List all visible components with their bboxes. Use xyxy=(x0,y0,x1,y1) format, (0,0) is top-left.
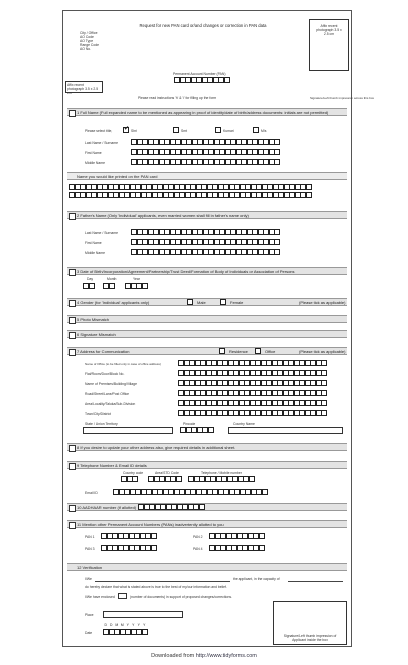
applicant-signature-box[interactable] xyxy=(273,601,347,645)
dob-day-input[interactable] xyxy=(83,283,94,289)
dob-month-input[interactable] xyxy=(103,283,114,289)
title-smt-checkbox[interactable] xyxy=(173,127,179,133)
date-format-letter: Y xyxy=(137,623,140,627)
pan3-label: PAN 3 xyxy=(85,547,95,551)
section-12-verification: 12 Verification xyxy=(67,563,347,571)
verify-i-label: I/We xyxy=(85,577,92,581)
grid-cell[interactable] xyxy=(109,283,115,289)
addr-road-label: Road/Street/Lane/Post Office xyxy=(85,392,130,396)
section-5-checkbox[interactable] xyxy=(69,317,76,324)
section-2-checkbox[interactable] xyxy=(69,213,76,220)
dob-day-label: Day xyxy=(87,277,94,281)
grid-cell[interactable] xyxy=(306,184,312,190)
grid-cell[interactable] xyxy=(274,249,280,255)
pan1-label: PAN 1 xyxy=(85,535,95,539)
signature-box-label: Signature/Left thumb impression of Applicant inside the box xyxy=(283,634,337,642)
addr-area-input[interactable] xyxy=(178,400,327,406)
addr-area-label: Area/Locality/Taluka/Sub-Division xyxy=(85,402,136,406)
pan-label: Permanent Account Number (PAN) xyxy=(173,72,226,76)
footer xyxy=(0,653,408,659)
pan-input[interactable] xyxy=(174,77,229,83)
title-label: Please select title, xyxy=(85,129,113,133)
section-5-photo-mismatch: 5 Photo Mismatch xyxy=(67,315,347,323)
addr-town-label: Town/City/District xyxy=(85,412,111,416)
section-11-other-pans: 11 Mention other Permanent Account Numbers (PANs) inadvertently allotted to you xyxy=(67,520,347,528)
date-format-letters xyxy=(103,623,147,627)
ao-block-line: AO Type xyxy=(80,39,94,43)
address-residence-label: Residence xyxy=(229,349,248,354)
section-1-checkbox[interactable] xyxy=(69,110,76,117)
photo-box-left[interactable]: Affix recent photograph 3.5 x 2.5 cm xyxy=(65,81,103,93)
ao-block-line: City / Office xyxy=(80,31,98,35)
date-format-letter: M xyxy=(115,623,119,627)
grid-cell[interactable] xyxy=(259,545,265,551)
title-shri-label: Shri xyxy=(131,129,138,133)
tel-std-input[interactable] xyxy=(148,476,181,482)
address-note: (Please tick as applicable) xyxy=(299,349,346,354)
date-format-letter: M xyxy=(120,623,124,627)
grid-cell[interactable] xyxy=(321,380,327,386)
grid-cell[interactable] xyxy=(321,370,327,376)
grid-cell[interactable] xyxy=(262,489,268,495)
card-name-bar: Name you would like printed on the PAN card xyxy=(67,172,347,180)
address-residence-checkbox[interactable] xyxy=(219,348,225,354)
date-format-letter: D xyxy=(110,623,113,627)
addr-flat-label: Flat/Room/Door/Block No. xyxy=(85,372,125,376)
title-ms-checkbox[interactable] xyxy=(253,127,259,133)
s2-last-name-label: Last Name / Surname xyxy=(85,231,118,235)
addr-premises-input[interactable] xyxy=(178,380,327,386)
addr-office-name-label: Name of Office (to be filled only in case of office address) xyxy=(85,362,161,366)
addr-flat-input[interactable] xyxy=(178,370,327,376)
addr-office-name-input[interactable] xyxy=(178,360,327,366)
s1-first-name-input[interactable] xyxy=(131,149,280,155)
verify-declaration-text: do hereby declare that what is stated above is true to the best of my/our information and belief. xyxy=(85,585,227,589)
s2-middle-name-label: Middle Name xyxy=(85,251,105,255)
gender-male-checkbox[interactable] xyxy=(187,299,193,305)
ao-code-block xyxy=(80,31,120,51)
grid-cell[interactable] xyxy=(274,239,280,245)
s1-middle-name-input[interactable] xyxy=(131,159,280,165)
s2-last-name-input[interactable] xyxy=(131,229,280,235)
gender-female-checkbox[interactable] xyxy=(220,299,226,305)
place-input[interactable] xyxy=(103,611,183,618)
pan4-input[interactable] xyxy=(209,545,264,551)
pan1-input[interactable] xyxy=(101,533,156,539)
place-label: Place xyxy=(85,613,94,617)
grid-cell[interactable] xyxy=(142,283,148,289)
footer-text: Downloaded from xyxy=(151,653,195,659)
grid-cell[interactable] xyxy=(176,476,182,482)
s1-middle-name-label: Middle Name xyxy=(85,161,105,165)
section-4-gender: 4 Gender (for 'Individual' applicants only) Male Female (Please tick as applicable) xyxy=(67,298,347,306)
pan2-label: PAN 2 xyxy=(193,535,203,539)
tel-country-code-input[interactable] xyxy=(121,476,138,482)
section-11-checkbox[interactable] xyxy=(69,522,76,529)
tel-country-code-label: Country code xyxy=(123,471,144,475)
email-label: Email ID xyxy=(85,491,98,495)
pan-form-page xyxy=(62,10,375,647)
s2-first-name-input[interactable] xyxy=(131,239,280,245)
s2-first-name-label: First Name xyxy=(85,241,102,245)
gender-female-label: Female xyxy=(230,300,244,305)
grid-cell[interactable] xyxy=(151,545,157,551)
grid-cell[interactable] xyxy=(89,283,95,289)
grid-cell[interactable] xyxy=(259,533,265,539)
date-label: Date xyxy=(85,631,93,635)
s1-first-name-label: First Name xyxy=(85,151,102,155)
ao-block-line: AO Code xyxy=(80,35,94,39)
tel-number-label: Telephone / Mobile number xyxy=(201,471,242,475)
email-input[interactable] xyxy=(113,489,267,495)
s1-last-name-label: Last Name / Surname xyxy=(85,141,118,145)
grid-cell[interactable] xyxy=(321,400,327,406)
tel-std-label: Area/STD Code xyxy=(155,471,179,475)
section-2-father-name: 2 Father's Name (Only 'Individual' applicants, even married women shall fill in father's name only) xyxy=(67,211,347,219)
gender-note: (Please tick as applicable) xyxy=(299,300,346,305)
section-6-checkbox[interactable] xyxy=(69,332,76,339)
grid-cell[interactable] xyxy=(249,476,255,482)
grid-cell[interactable] xyxy=(321,410,327,416)
grid-cell[interactable] xyxy=(321,390,327,396)
s2-middle-name-input[interactable] xyxy=(131,249,280,255)
grid-cell[interactable] xyxy=(321,360,327,366)
date-format-letter: Y xyxy=(126,623,129,627)
section-7-checkbox[interactable] xyxy=(69,349,76,356)
photo-box-right[interactable]: Affix recent photograph 3.5 x 2.5 cm xyxy=(309,19,349,71)
addr-premises-label: Name of Premises/Building/Village xyxy=(85,382,137,386)
section-9-telephone: 9 Telephone Number & Email ID details xyxy=(67,461,347,469)
grid-cell[interactable] xyxy=(224,77,230,83)
addr-state-label: State / Union Territory xyxy=(85,422,118,426)
pan4-label: PAN 4 xyxy=(193,547,203,551)
s1-last-name-input[interactable] xyxy=(131,139,280,145)
section-10-checkbox[interactable] xyxy=(69,505,76,512)
date-format-letter: D xyxy=(104,623,107,627)
tel-number-input[interactable] xyxy=(188,476,254,482)
verify-enclosed-label: I/We have enclosed xyxy=(85,595,115,599)
date-input[interactable] xyxy=(103,629,147,635)
title-shri-checkbox[interactable]: ✔ xyxy=(124,126,130,132)
section-7-address: 7 Address for Communication Residence Office (Please tick as applicable) xyxy=(67,347,347,355)
grid-cell[interactable] xyxy=(199,504,205,510)
pan2-input[interactable] xyxy=(209,533,264,539)
section-6-signature-mismatch: 6 Signature Mismatch xyxy=(67,330,347,338)
card-name-row-1[interactable] xyxy=(69,184,311,190)
addr-road-input[interactable] xyxy=(178,390,327,396)
grid-cell[interactable] xyxy=(142,629,148,635)
sign-right-label: Signature/Left thumb impression across this box xyxy=(310,96,375,100)
addr-pin-label: Pincode xyxy=(183,422,196,426)
card-name-row-2[interactable] xyxy=(69,192,311,198)
section-3-dob: 3 Date of Birth/Incorporation/Agreement/Partnership/Trust Deed/Formation of Body of Individuals or Association of Persons xyxy=(67,267,347,275)
verify-docs-text: (number of documents) in support of proposed changes/corrections. xyxy=(130,595,232,599)
title-kumari-label: Kumari xyxy=(223,129,234,133)
verify-capacity-line[interactable] xyxy=(288,581,343,582)
addr-country-input[interactable] xyxy=(228,427,343,434)
grid-cell[interactable] xyxy=(306,192,312,198)
grid-cell[interactable] xyxy=(274,229,280,235)
aadhaar-input[interactable] xyxy=(138,504,204,510)
gender-male-label: Male xyxy=(197,300,206,305)
address-office-checkbox[interactable] xyxy=(255,348,261,354)
date-format-letter: Y xyxy=(143,623,146,627)
addr-country-label: Country Name xyxy=(233,422,255,426)
addr-state-input[interactable] xyxy=(83,427,173,434)
dob-month-label: Month xyxy=(107,277,117,281)
grid-cell[interactable] xyxy=(208,427,214,433)
addr-town-input[interactable] xyxy=(178,410,327,416)
dob-year-input[interactable] xyxy=(125,283,147,289)
grid-cell[interactable] xyxy=(274,139,280,145)
section-8-other-address: 8 If you desire to update your other address also, give required details in additional sheet. xyxy=(67,443,347,451)
footer-link[interactable]: http://www.tidyforms.com xyxy=(195,653,257,659)
date-format-letter: Y xyxy=(132,623,135,627)
verify-name-line[interactable] xyxy=(95,581,230,582)
pan3-input[interactable] xyxy=(101,545,156,551)
grid-cell[interactable] xyxy=(151,533,157,539)
instruction-text: Please read instructions 'h' & 'i' for filling up the form xyxy=(138,96,217,100)
section-3-checkbox[interactable] xyxy=(69,269,76,276)
documents-count-input[interactable] xyxy=(118,593,127,599)
ao-block-line: Range Code xyxy=(80,43,100,47)
ao-block-line: AO No. xyxy=(80,47,92,51)
addr-pin-input[interactable] xyxy=(180,427,213,433)
section-9-checkbox[interactable] xyxy=(69,463,76,470)
section-8-checkbox[interactable] xyxy=(69,445,76,452)
verify-capacity-label: the applicant, in the capacity of xyxy=(233,577,280,581)
dob-year-label: Year xyxy=(133,277,140,281)
title-smt-label: Smt xyxy=(181,129,188,133)
section-1-full-name: 1 Full Name (Full expanded name to be mentioned as appearing in proof of identity/date of birth/address documents: initials are not permitted) xyxy=(67,108,347,116)
form-title: Request for new PAN card or/and changes or correction in PAN data xyxy=(139,23,267,28)
section-4-checkbox[interactable] xyxy=(69,300,76,307)
grid-cell[interactable] xyxy=(274,159,280,165)
grid-cell[interactable] xyxy=(274,149,280,155)
address-office-label: Office xyxy=(265,349,276,354)
title-ms-label: M/s xyxy=(261,129,267,133)
section-10-aadhaar: 10 AADHAAR number (if allotted) xyxy=(67,503,347,511)
title-kumari-checkbox[interactable] xyxy=(215,127,221,133)
grid-cell[interactable] xyxy=(132,476,138,482)
